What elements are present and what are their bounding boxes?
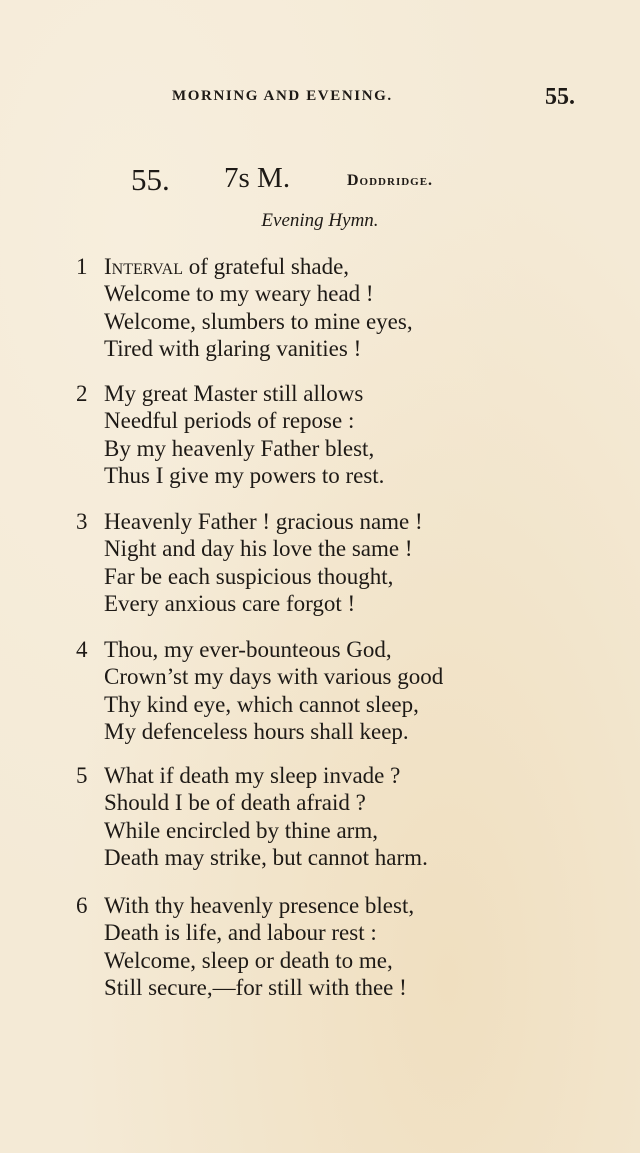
stanza-number: 6 [76, 893, 88, 918]
verse-line: With thy heavenly presence blest, [104, 893, 415, 918]
verse-line: Night and day his love the same ! [104, 536, 413, 562]
stanza-number: 4 [76, 637, 88, 662]
stanza-lines [104, 508, 423, 617]
verse-line: Death is life, and labour rest : [104, 920, 377, 946]
running-head [0, 84, 640, 114]
hymn-author: Doddridge. [347, 172, 434, 189]
first-word: Interval [104, 254, 183, 279]
verse-line: Welcome, sleep or death to me, [104, 947, 393, 973]
verse-line: Thus I give my powers to rest. [104, 462, 385, 488]
verse-line: Thou, my ever-bounteous God, [104, 637, 392, 662]
stanza-number: 2 [76, 381, 88, 406]
verse-line: Heavenly Father ! gracious name ! [104, 509, 423, 534]
hymn-meter: 7s M. [224, 162, 291, 194]
verse-line: While encircled by thine arm, [104, 817, 378, 843]
hymn-number: 55. [131, 162, 170, 197]
verse-line: My defenceless hours shall keep. [104, 718, 409, 744]
stanza-lines [104, 892, 414, 1001]
verse-line: Still secure,—for still with thee ! [104, 974, 407, 1000]
verse-line: Needful periods of repose : [104, 408, 355, 434]
stanza-lines [104, 253, 413, 362]
stanza-lines [104, 762, 428, 871]
stanza-number: 5 [76, 763, 88, 788]
hymn-subtitle: Evening Hymn. [261, 210, 379, 231]
stanza-number: 3 [76, 509, 88, 534]
verse-line: By my heavenly Father blest, [104, 435, 375, 461]
verse-line: My great Master still allows [104, 381, 364, 406]
stanza-lines [104, 380, 384, 489]
verse-line: What if death my sleep invade ? [104, 763, 401, 788]
verse-line: Crown’st my days with various good [104, 664, 444, 690]
hymn-heading [0, 162, 640, 196]
verse-line: Far be each suspicious thought, [104, 563, 394, 589]
page-number: 55. [545, 84, 575, 110]
running-title: MORNING AND EVENING. [172, 88, 393, 104]
verse-line: Every anxious care forgot ! [104, 590, 356, 616]
verse-line: Death may strike, but cannot harm. [104, 844, 428, 870]
verse-line: Welcome to my weary head ! [104, 281, 374, 307]
verse-line: Tired with glaring vanities ! [104, 335, 362, 361]
verse-line: Thy kind eye, which cannot sleep, [104, 691, 419, 717]
first-line-rest: of grateful shade, [182, 254, 350, 279]
verse-line [104, 253, 413, 280]
stanza-lines [104, 636, 443, 745]
verse-line: Should I be of death afraid ? [104, 790, 366, 816]
stanza-number: 1 [76, 254, 88, 279]
verse-line: Welcome, slumbers to mine eyes, [104, 308, 413, 334]
